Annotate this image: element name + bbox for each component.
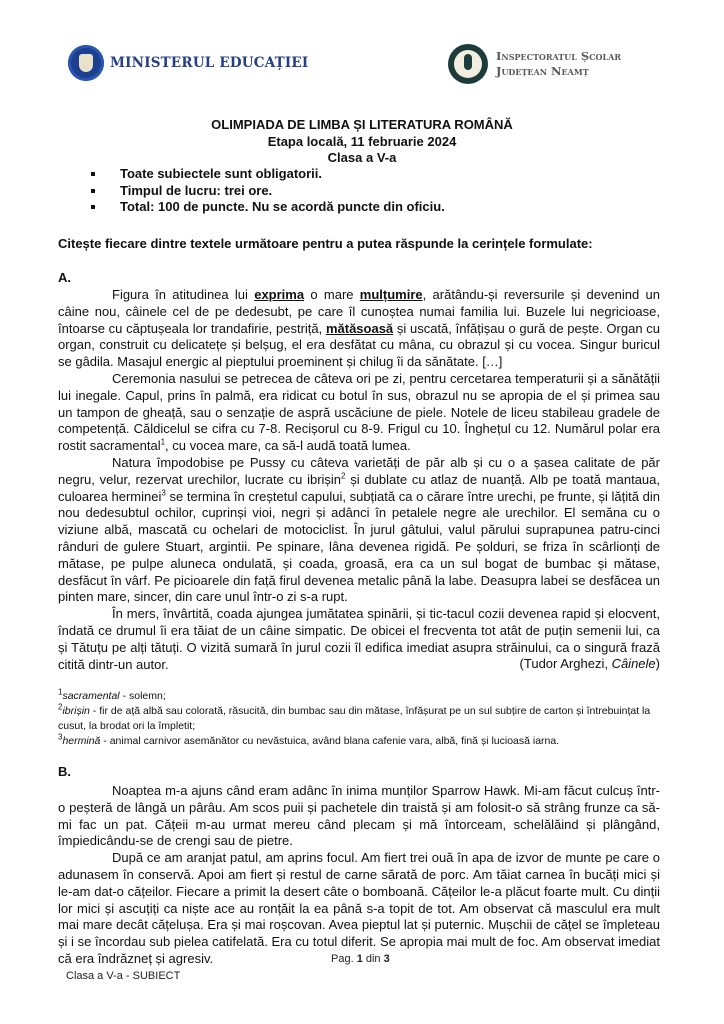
section-a-paragraph-4: În mers, învârtită, coada ajungea jumătatea spinării, și tic-tacul cozii devenea rapid și elocvent, îndată ce drumul îi era tăiat de un câine simpatic. De obicei el frecventa tot atât de puțin semenii lui, ca și Tătuțu pe alți tătuți. O vizită sumară în jurul cozii îl edifica imediat asupra străinului, ca o singură frază citită dintr-un autor. [58,606,660,672]
highlighted-word: mulțumire [359,287,423,302]
title-grade: Clasa a V-a [327,150,397,165]
ministry-name: MINISTERUL EDUCAȚIEI [110,55,309,71]
reading-instruction: Citește fiecare dintre textele următoare pentru a putea răspunde la cerințele formulate: [58,236,593,251]
footnote-item: $^2$ibrișin - fir de ață albă sau colorată, răsucită, din bumbac sau din mătase, înfășurat pe un sul subțire de carton și întrebuințat la cusut, la brodat ori la împletit; [58,702,651,732]
rule-item: Toate subiectele sunt obligatorii. [88,166,445,183]
exam-rules-list [88,166,445,216]
section-a-text [58,287,660,673]
section-b-label: B. [58,764,71,779]
page-number: Pag. 1 din 3 [331,953,390,965]
rule-item: Timpul de lucru: trei ore. [88,183,445,200]
footnote-ref: 1 [160,437,166,447]
highlighted-word: mătăsoasă [325,320,394,336]
inspectorate-name-line2: Județean Neamț [496,64,589,78]
footnote-item: $^1$sacramental - solemn; [58,687,166,702]
highlighted-word: exprima [254,287,305,302]
text-attribution: (Tudor Arghezi, Câinele) [519,656,660,671]
section-a-paragraph-2: Ceremonia nasului se petrecea de câteva ori pe zi, pentru cercetarea temperaturii și a sănătății lui inegale. Capul, prins în palmă, era ridicat cu botul în sus, obrazul nu se apropia de el și primea sau un tampon de gheață, sau o senzație de aspră uscăciune de piele. Notele de liceu stabileau gradele de competență. Căldicelul se cifra cu 7-8. Recișorul cu 8-9. Frigul cu 10. Înghețul cu 12. Numărul polar era rostit sacramental$^1$, cu vocea mare, ca să-l audă toată lumea. [58,370,660,454]
title-stage-date: Etapa locală, 11 februarie 2024 [267,133,457,149]
section-b-text [58,783,660,968]
section-b-paragraph-2: După ce am aranjat patul, am aprins focul. Am fiert trei ouă în apa de izvor de munte pe care o adunasem în conservă. Apoi am fiert și restul de carne sărată de porc. Am tăiat carnea în bucăți mici și le-am dat-o cățeilor. Fiecare a primit la desert câte o bomboană. Cățeilor le-a plăcut foarte mult. Cu dinții lor mici și ascuțiți ca niște ace au ronțăit la ea până s-a topit de tot. Am observat că masculul era mult mai mare decât cățelușa. Era și mai roșcovan. Avea pieptul lat și puternic. Mușchii de cățel se împleteau și i se încordau sub pielea catifelată. Era cu totul diferit. Se apropia mai mult de foc. Am observat imediat că era îndrăzneț și agresiv. [58,850,660,966]
title-olympiad: OLIMPIADA DE LIMBA ȘI LITERATURA ROMÂNĂ [211,117,513,132]
inspectorate-seal-icon [448,44,488,84]
page-header [0,0,724,110]
inspectorate-name-line1: Inspectoratul Școlar [496,49,621,63]
document-title [0,117,724,167]
section-a-paragraph-1: Figura în atitudinea lui exprima o mare mulțumire, arătându-și reversurile și devenind un câine nou, câinele cel de pe dedesubt, pe care îl cunoștea numai familia lui. Buzele lui negricioase, întoarse cu căptușeala lor trandafirie, pestriță, mătăsoasă și uscată, înfățișau o gură de pește. Organ cu organ, construit cu delicatețe și belșug, el era desfătat cu mâna, cu obrazul și cu vocea. Singur buricul se gâdila. Masajul energic al pieptului proeminent și chilug îi da sănătate. […] [58,287,661,370]
work-title: Câinele [611,656,656,671]
section-a-label: A. [58,270,71,285]
footer-label: Clasa a V-a - SUBIECT [66,970,181,982]
government-seal-icon [68,45,104,81]
inspectorate-name [496,49,621,79]
section-b-paragraph-1: Noaptea m-a ajuns când eram adânc în inima munților Sparrow Hawk. Mi-am făcut culcuș într-o peșteră de lângă un pârâu. Am scos puii și pachetele din traistă și am folosit-o să strâng frunze ca să-mi fac un pat. Cățeii m-au urmat mereu când plecam și mă întorceam, schelălăind și plângând, împiedicându-se de crengi sau de pietre. [58,783,660,849]
footnote-ref: 3 [161,488,166,498]
ministry-logo [68,45,308,81]
section-a-paragraph-3: Natura împodobise pe Pussy cu câteva varietăți de păr alb și cu o a șasea calitate de păr negru, velur, rezervat urechilor, lucrate cu ibrișin$^2$ și dublate cu atlaz de nuanță. Alb pe toată mantaua, culoarea herminei$^3$ se termina în creștetul capului, subțiată ca o cărare între urechi, pe frunte, și lățită din nou dedesubtul ochilor, cuprinși vioi, negri și adânci în petalele negre ale urechilor. El semăna cu o viziune albă, mascată cu ochelari de motociclist. În jurul gâtului, valul părului suprapunea patru-cinci rânduri de gulere Stuart, argintii. Pe spinare, lâna devenea rigidă. Pe șolduri, se friza în scârlionți de mătase, pe pulpe aluneca ondulată, și coada, groasă, era ca un sul bogat de bumbac și mătase, desfăcut în vârf. Pe picioarele din față firul devenea metalic până la labe. Deasupra labei se desfăcea un pinten mare, sincer, din care unul într-o zi s-a rupt. [58,454,661,605]
footnote-item: $^3$hermină - animal carnivor asemănător cu nevăstuica, având blana cafenie vara, albă, fină și lucioasă iarna. [58,732,560,747]
footnote-ref: 2 [341,471,346,481]
rule-item: Total: 100 de puncte. Nu se acordă puncte din oficiu. [88,199,445,216]
footnotes [58,689,678,749]
inspectorate-logo [448,44,621,84]
